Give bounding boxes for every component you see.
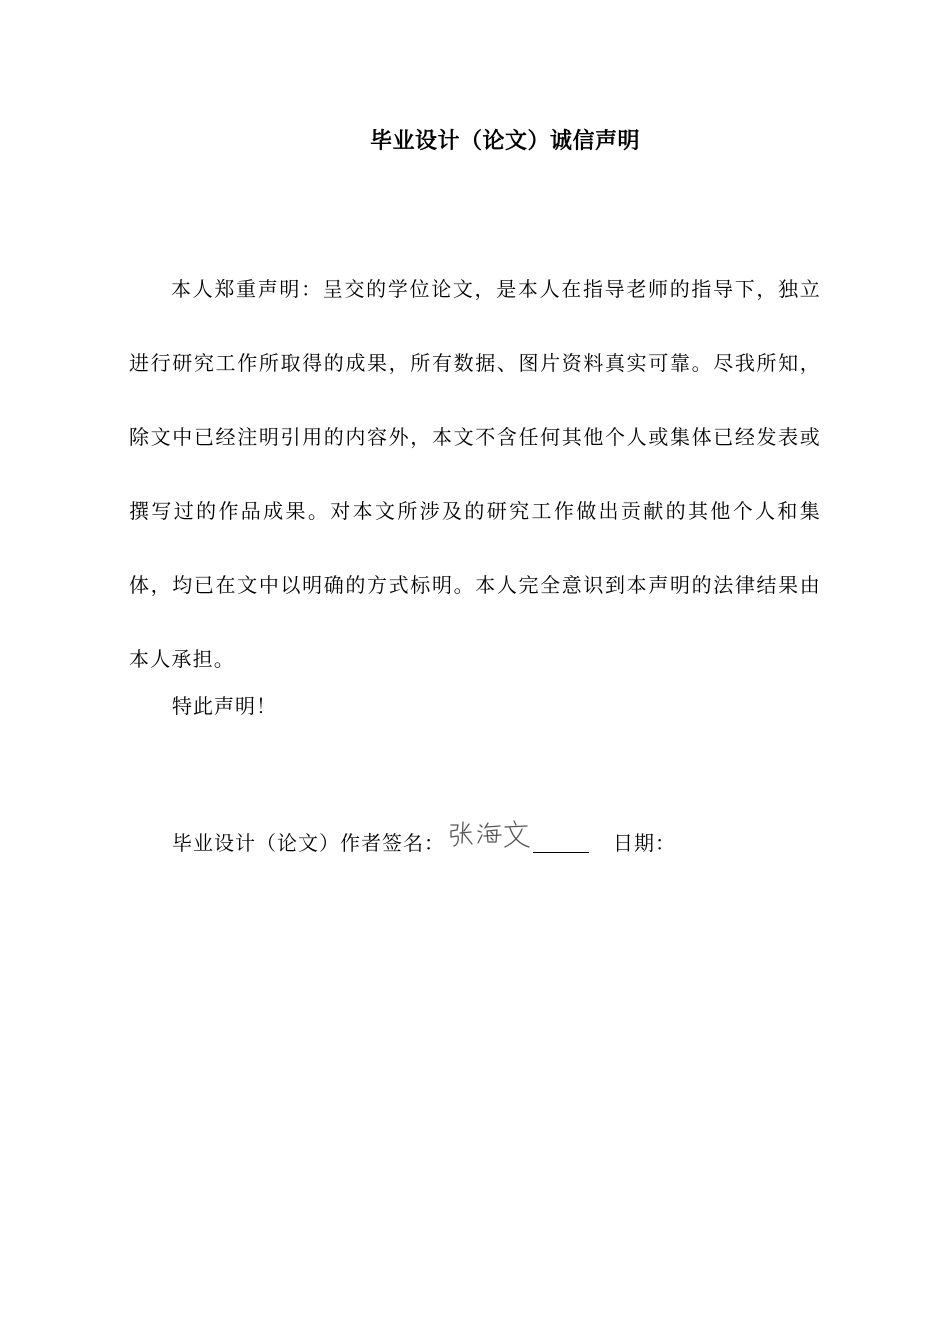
- signature-label: 毕业设计（论文）作者签名：: [172, 831, 445, 855]
- closing-statement: 特此声明！: [172, 694, 277, 718]
- document-title: 毕业设计（论文）诚信声明: [369, 129, 640, 154]
- signature-line: [172, 827, 676, 867]
- handwritten-signature: [447, 817, 535, 857]
- signature-underline: [533, 827, 589, 853]
- date-label: 日期：: [613, 831, 676, 855]
- declaration-body: 本人郑重声明：呈交的学位论文，是本人在指导老师的指导下，独立进行研究工作所取得的成果，所有数据、图片资料真实可靠。尽我所知，除文中已经注明引用的内容外，本文不含任何其他个人或集体已经发表或撰写过的作品成果。对本文所涉及的研究工作做出贡献的其他个人和集体，均已在文中以明确的方式标明。本人完全意识到本声明的法律结果由本人承担。: [129, 277, 821, 671]
